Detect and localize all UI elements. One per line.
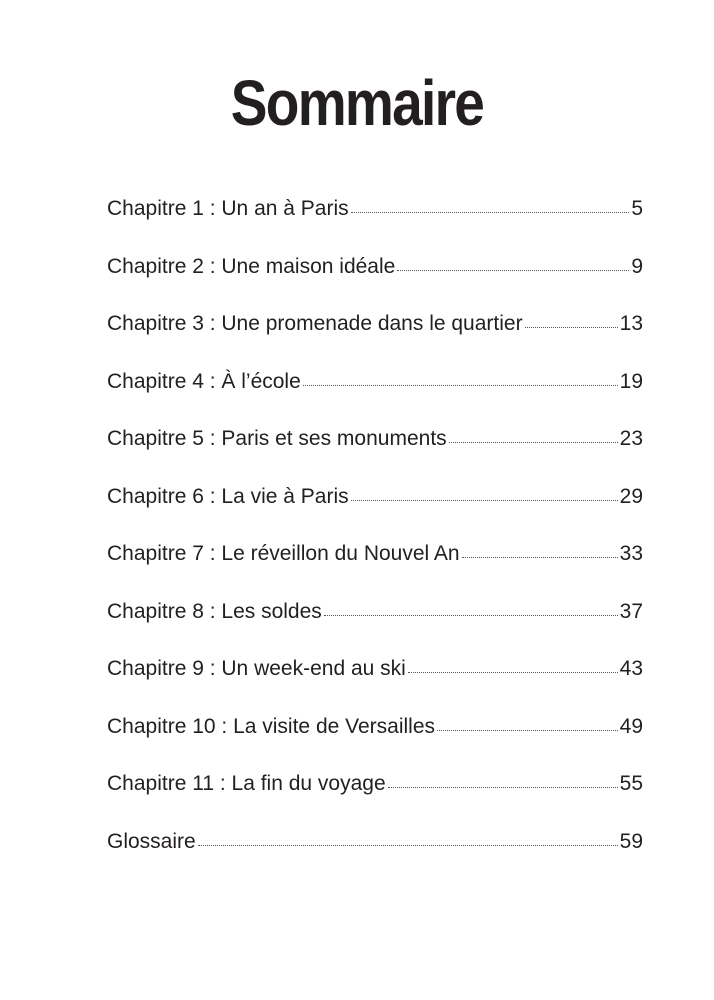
dot-leader [351,499,618,501]
toc-entry-chapter-2[interactable] [107,251,643,309]
toc-entry-label: Glossaire [107,829,196,853]
toc-entry-page-number: 13 [619,312,643,335]
toc-entry-label: Chapitre 3 : Une promenade dans le quartier [107,312,523,335]
toc-entry-chapter-10[interactable] [107,711,643,769]
toc-entry-label: Chapitre 4 : À l’école [107,369,301,393]
dot-leader [324,614,618,616]
dot-leader [462,556,618,558]
toc-entry-page-number: 59 [619,829,643,853]
toc-entry-chapter-11[interactable] [107,768,643,826]
toc-entry-chapter-1[interactable] [107,193,643,251]
toc-entry-label: Chapitre 8 : Les soldes [107,599,322,623]
toc-entry-chapter-3[interactable] [107,308,643,366]
dot-leader [437,729,618,731]
dot-leader [198,844,618,846]
toc-entry-page-number: 49 [619,714,643,738]
toc-entry-page-number: 37 [619,599,643,623]
dot-leader [388,786,618,788]
page-title: Sommaire [230,67,484,139]
toc-entry-label: Chapitre 6 : La vie à Paris [107,484,349,508]
toc-entry-label: Chapitre 10 : La visite de Versailles [107,714,436,738]
table-of-contents [107,193,643,883]
toc-entry-label: Chapitre 11 : La fin du voyage [107,772,386,795]
dot-leader [449,441,618,443]
dot-leader [525,326,618,328]
toc-entry-chapter-8[interactable] [107,596,643,654]
toc-entry-page-number: 55 [619,772,643,795]
toc-entry-label: Chapitre 9 : Un week-end au ski [107,657,406,680]
toc-entry-glossary[interactable] [107,826,643,884]
toc-entry-page-number: 29 [619,484,643,508]
dot-leader [351,211,630,213]
toc-entry-chapter-6[interactable] [107,481,643,539]
toc-entry-chapter-9[interactable] [107,653,643,711]
toc-entry-page-number: 43 [619,657,643,680]
toc-entry-chapter-4[interactable] [107,366,643,424]
toc-entry-label: Chapitre 1 : Un an à Paris [107,197,349,220]
toc-entry-chapter-7[interactable] [107,538,643,596]
toc-entry-chapter-5[interactable] [107,423,643,481]
toc-entry-page-number: 19 [619,369,643,393]
toc-entry-label: Chapitre 2 : Une maison idéale [107,254,396,278]
toc-entry-page-number: 5 [631,197,643,220]
dot-leader [303,384,618,386]
toc-entry-label: Chapitre 5 : Paris et ses monuments [107,427,447,450]
toc-entry-label: Chapitre 7 : Le réveillon du Nouvel An [107,542,460,565]
toc-entry-page-number: 9 [631,254,643,278]
dot-leader [397,269,629,271]
toc-entry-page-number: 23 [619,427,643,450]
toc-entry-page-number: 33 [619,542,643,565]
dot-leader [408,671,618,673]
